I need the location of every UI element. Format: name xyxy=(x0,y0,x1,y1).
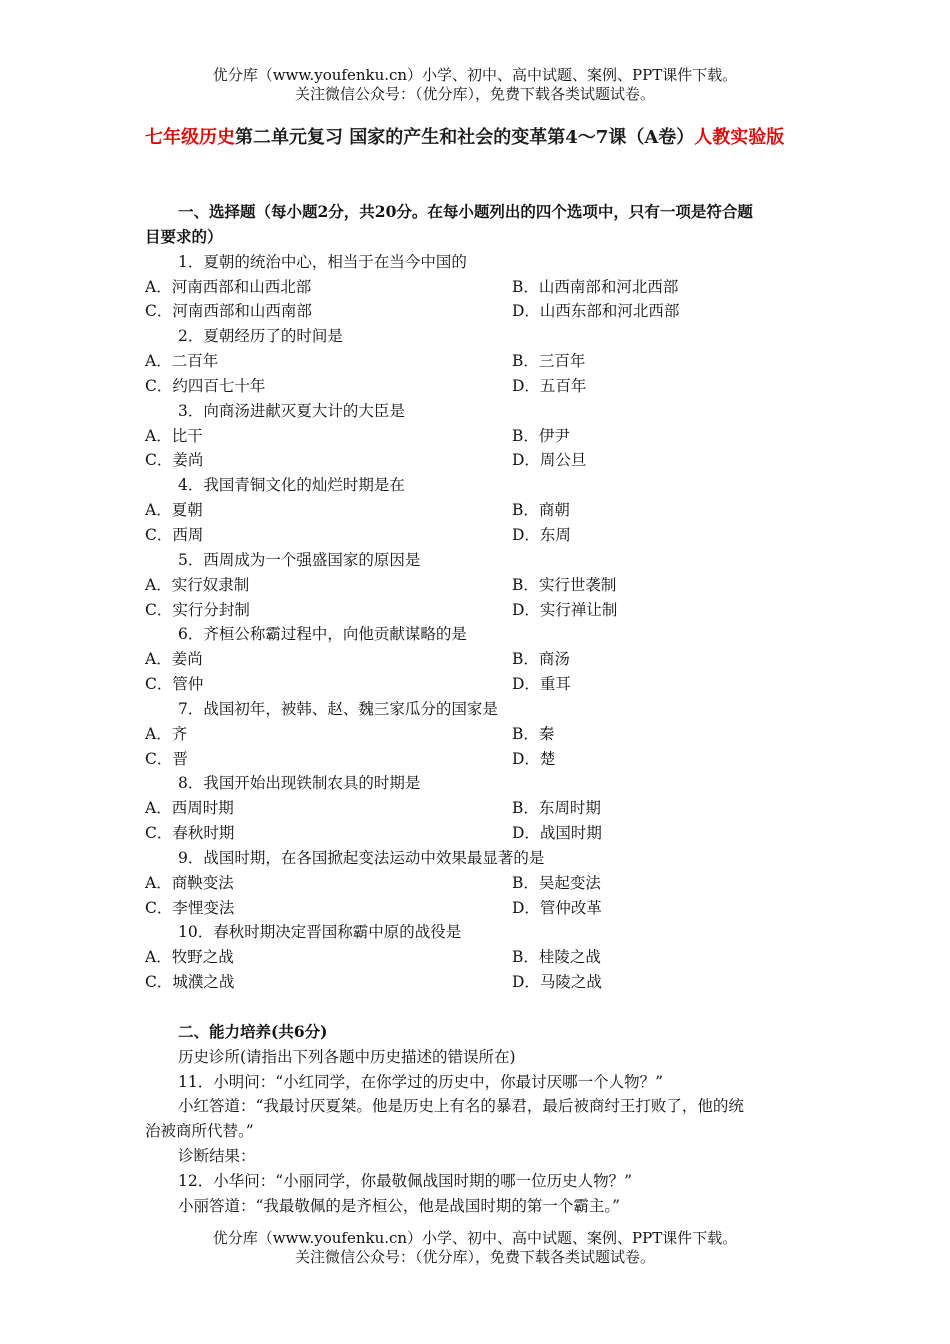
question-6 xyxy=(145,622,810,697)
question-stem: 8．我国开始出现铁制农具的时期是 xyxy=(178,774,421,793)
question-stem: 2．夏朝经历了的时间是 xyxy=(178,327,343,346)
option-d: D．重耳 xyxy=(512,675,571,694)
question-stem: 4．我国青铜文化的灿烂时期是在 xyxy=(178,476,405,495)
option-b: B．山西南部和河北西部 xyxy=(512,277,679,296)
question-8 xyxy=(145,771,810,846)
option-b: B．吴起变法 xyxy=(512,873,601,892)
question-7 xyxy=(145,697,810,772)
question-12-answer: 小丽答道：“我最敬佩的是齐桓公，他是战国时期的第一个霸主。” xyxy=(178,1196,621,1215)
question-11-answer-cont: 治被商所代替。” xyxy=(145,1122,254,1141)
option-d: D．五百年 xyxy=(512,376,587,395)
section-spacer xyxy=(145,995,810,1020)
question-9 xyxy=(145,846,810,921)
option-a: A．实行奴隶制 xyxy=(145,575,250,594)
document-title xyxy=(145,125,815,150)
section2-intro: 历史诊所(请指出下列各题中历史描述的错误所在) xyxy=(178,1047,516,1066)
option-b: B．秦 xyxy=(512,724,555,743)
section2-heading: 二、能力培养(共6分) xyxy=(178,1021,328,1041)
option-c: C．城濮之战 xyxy=(145,973,235,992)
option-a: A．牧野之战 xyxy=(145,948,234,967)
question-stem: 7．战国初年，被韩、赵、魏三家瓜分的国家是 xyxy=(178,699,498,718)
option-d: D．管仲改革 xyxy=(512,898,602,917)
header-line-2: 关注微信公众号：（优分库），免费下载各类试题试卷。 xyxy=(294,85,655,103)
question-stem: 5．西周成为一个强盛国家的原因是 xyxy=(178,550,421,569)
option-b: B．伊尹 xyxy=(512,426,570,445)
option-d: D．山西东部和河北西部 xyxy=(512,302,680,321)
option-b: B．桂陵之战 xyxy=(512,948,601,967)
question-stem: 9．战国时期，在各国掀起变法运动中效果最显著的是 xyxy=(178,848,545,867)
option-d: D．实行禅让制 xyxy=(512,600,618,619)
option-b: B．商汤 xyxy=(512,650,570,669)
option-b: B．三百年 xyxy=(512,352,586,371)
option-a: A．河南西部和山西北部 xyxy=(145,277,312,296)
option-c: C．河南西部和山西南部 xyxy=(145,302,312,321)
exam-content xyxy=(145,200,810,1219)
option-a: A．夏朝 xyxy=(145,501,203,520)
option-d: D．马陵之战 xyxy=(512,973,602,992)
option-d: D．战国时期 xyxy=(512,824,602,843)
footer-line-2: 关注微信公众号：（优分库），免费下载各类试题试卷。 xyxy=(294,1248,655,1266)
option-a: A．比干 xyxy=(145,426,203,445)
option-c: C．管仲 xyxy=(145,675,204,694)
question-11-diagnosis: 诊断结果： xyxy=(178,1147,256,1166)
title-unit: 第二单元复习 国家的产生和社会的变革第4～7课（A卷） xyxy=(235,127,695,148)
page-header xyxy=(0,66,950,104)
header-line-1: 优分库（www.youfenku.cn）小学、初中、高中试题、案例、PPT课件下载。 xyxy=(212,66,738,84)
option-a: A．二百年 xyxy=(145,352,219,371)
page-footer xyxy=(0,1229,950,1267)
option-a: A．西周时期 xyxy=(145,799,234,818)
option-c: C．约四百七十年 xyxy=(145,376,266,395)
option-c: C．春秋时期 xyxy=(145,824,235,843)
option-c: C．李悝变法 xyxy=(145,898,235,917)
title-edition: 人教实验版 xyxy=(694,127,785,148)
option-b: B．实行世袭制 xyxy=(512,575,617,594)
question-1 xyxy=(145,250,810,325)
question-12-ask: 12．小华问：“小丽同学，你最敬佩战国时期的哪一位历史人物？” xyxy=(178,1171,633,1190)
footer-line-1: 优分库（www.youfenku.cn）小学、初中、高中试题、案例、PPT课件下载。 xyxy=(212,1229,738,1247)
option-a: A．齐 xyxy=(145,724,188,743)
option-d: D．周公旦 xyxy=(512,451,587,470)
question-11-ask: 11．小明问：“小红同学，在你学过的历史中，你最讨厌哪一个人物？” xyxy=(178,1072,664,1091)
question-4 xyxy=(145,473,810,548)
section1-heading: 一、选择题（每小题2分，共20分。在每小题列出的四个选项中，只有一项是符合题 xyxy=(178,202,753,221)
option-c: C．西周 xyxy=(145,525,204,544)
option-d: D．楚 xyxy=(512,749,556,768)
question-10 xyxy=(145,920,810,995)
question-3 xyxy=(145,399,810,474)
option-b: B．商朝 xyxy=(512,501,570,520)
option-c: C．姜尚 xyxy=(145,451,204,470)
question-stem: 6．齐桓公称霸过程中，向他贡献谋略的是 xyxy=(178,625,467,644)
title-grade-subject: 七年级历史 xyxy=(145,127,235,148)
option-a: A．姜尚 xyxy=(145,650,203,669)
option-b: B．东周时期 xyxy=(512,799,601,818)
question-stem: 3．向商汤进献灭夏大计的大臣是 xyxy=(178,401,405,420)
question-11-answer: 小红答道：“我最讨厌夏桀。他是历史上有名的暴君，最后被商纣王打败了，他的统 xyxy=(178,1097,744,1116)
question-stem: 10．春秋时期决定晋国称霸中原的战役是 xyxy=(178,923,462,942)
section1-heading-cont: 目要求的） xyxy=(145,226,223,246)
question-stem: 1．夏朝的统治中心，相当于在当今中国的 xyxy=(178,252,467,271)
question-5 xyxy=(145,548,810,623)
option-a: A．商鞅变法 xyxy=(145,873,234,892)
question-2 xyxy=(145,324,810,399)
option-c: C．实行分封制 xyxy=(145,600,250,619)
option-d: D．东周 xyxy=(512,525,571,544)
option-c: C．晋 xyxy=(145,749,188,768)
